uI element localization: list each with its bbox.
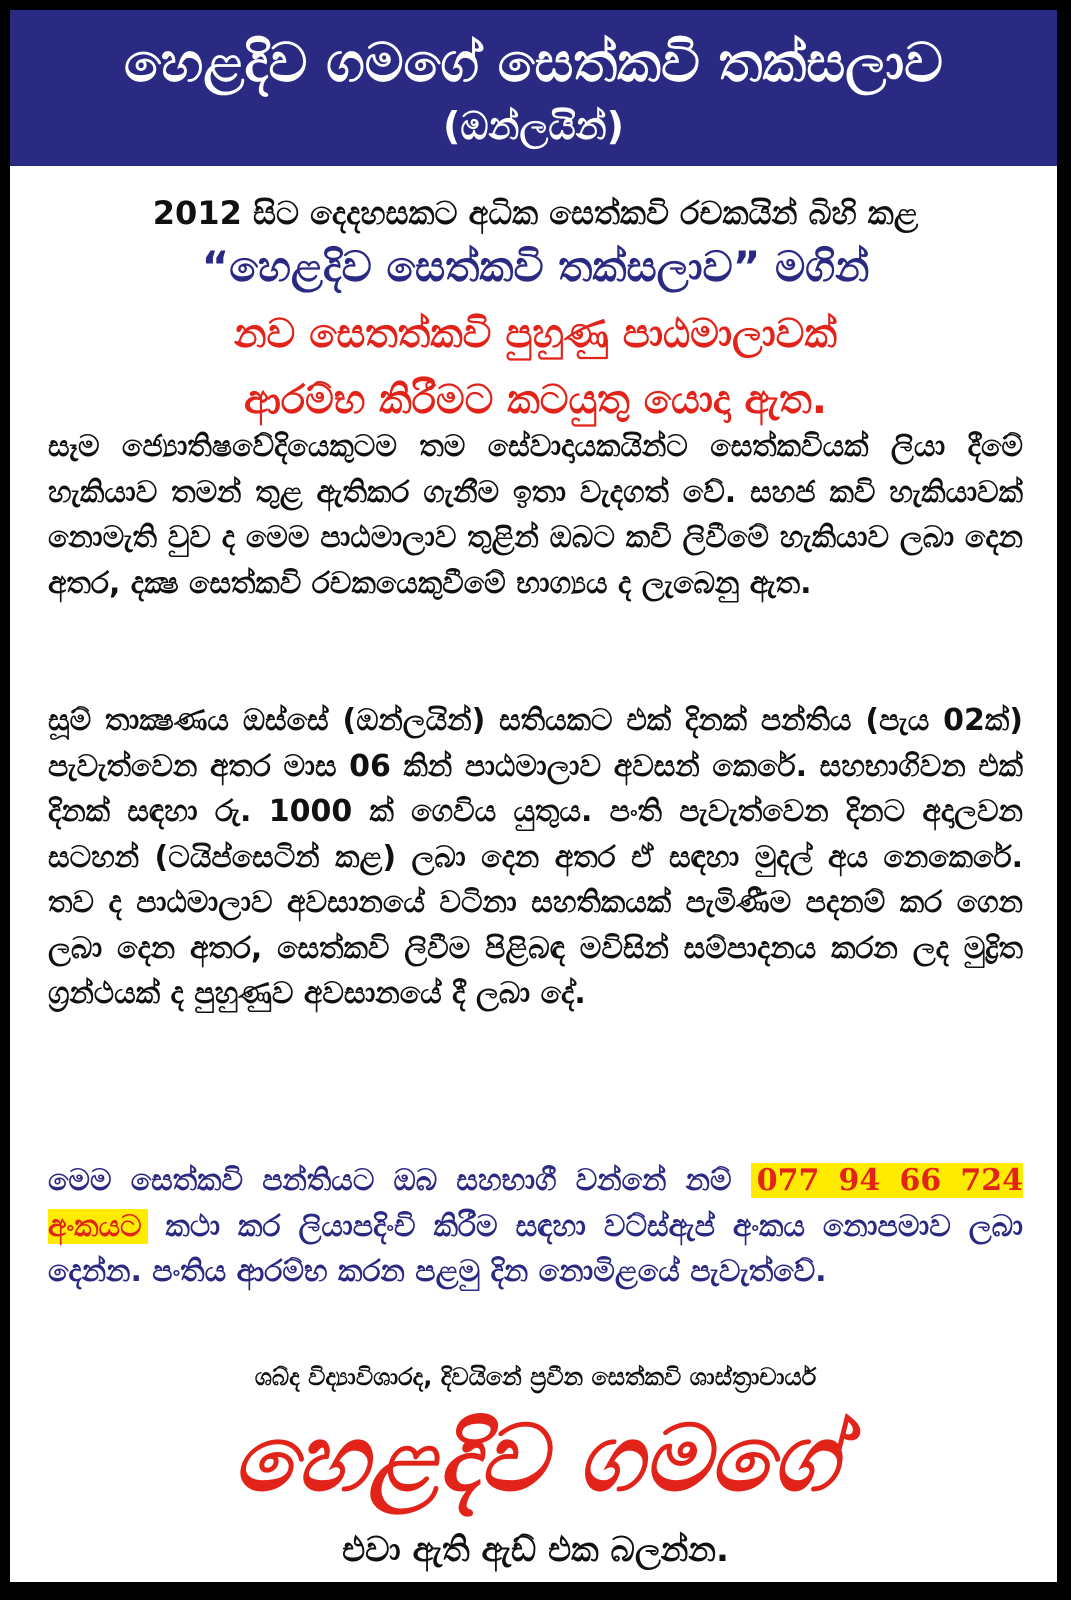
intro-line-4: ආරම්භ කිරීමට කටයුතු යොදා ඇත. [244,377,827,423]
intro-line-3: නව සෙතත්කවි පුහුණු පාඨමාලාවක් [234,311,837,357]
intro-line-2: “හෙළදිව සෙත්කවි තක්සලාව” මගින් [201,242,870,291]
frame-shadow-bottom [0,1582,1071,1600]
contact-text-after: කථා කර ලියාපදිංචි කිරීම සඳහා වට්ස්ඇප් අංකය නොපමාව ලබා දෙන්න. පංතිය ආරම්භ කරන පළමු දින නොමිළයේ පැවැත්වේ. [48,1208,1023,1289]
author-credit: ශබ්ද විද්‍යාවිශාරද, දිවයිනේ ප්‍රවීන සෙත්කවි ශාස්ත්‍රාචාර්ය [254,1363,817,1391]
footer-note: එවා ඇති ඇඩ් එක බලන්න. [342,1530,729,1570]
phone-number-highlight[interactable]: 077 94 66 724 අංකයට [48,1163,1023,1244]
paragraph-details: සූම් තාක්‍ෂණය ඔස්සේ (ඔන්ලයින්) සතියකට එක් දිනක් පන්තිය (පැය 02ක්) පැවැත්වෙන අතර මාස 06 කින් පාඨමාලාව අවසන් කෙරේ. සහභාගිවන එක් දිනක් සඳහා රු. 1000 ක් ගෙවිය යුතුය. පංති පැවැත්වෙන දිනට අදාලවන සටහන් (ටයිප්සෙටින් කළ) ලබා දෙන අතර ඒ සඳහා මුදල් අය නෙකෙරේ. තව ද පාඨමාලාව අවසානයේ වටිනා සහතිකයක් පැමිණීම පදනම් කර ගෙන ලබා දෙන අතර, සෙත්කවි ලිවීම පිළිබඳ මවිසින් සම්පාදනය කරන ලද මුද්‍රිත ග්‍රන්ථයක් ද පුහුණුව අවසානයේ දී ලබා දේ. [48,703,1023,1011]
page-title: හෙළදිව ගමගේ සෙත්කවි තක්සලාව [124,31,943,94]
contact-text-before: මෙම සෙත්කවි පන්තියට ඔබ සහභාගී වන්නේ නම් [48,1163,751,1198]
page-subtitle: (ඔන්ලයින්) [443,104,624,148]
paragraph-intro: සෑම ජ්‍යොතිෂවේදියෙකුටම තම සේවාදායකයින්ට සෙත්කවියක් ලියා දීමේ හැකියාව තමන් තුළ ඇතිකර ගැනීම ඉතා වැදගත් වේ. සහජ කවි හැකියාවක් නොමැති වුව ද මෙම පාඨමාලාව තුළින් ඔබට කවි ලිවීමේ හැකියාව ලබා දෙන අතර, දක්‍ෂ සෙත්කවි රචකයෙකුවීමේ භාග්‍යය ද ලැබෙනු ඇත. [48,429,1023,601]
paragraph-contact [48,1158,1023,1295]
intro-line-1: 2012 සිට දෙදහසකට අධික සෙත්කවි රචකයින් බිහි කළ [152,194,919,232]
header-banner [10,10,1057,166]
brand-name: හෙළදිව ගමගේ [233,1405,838,1512]
